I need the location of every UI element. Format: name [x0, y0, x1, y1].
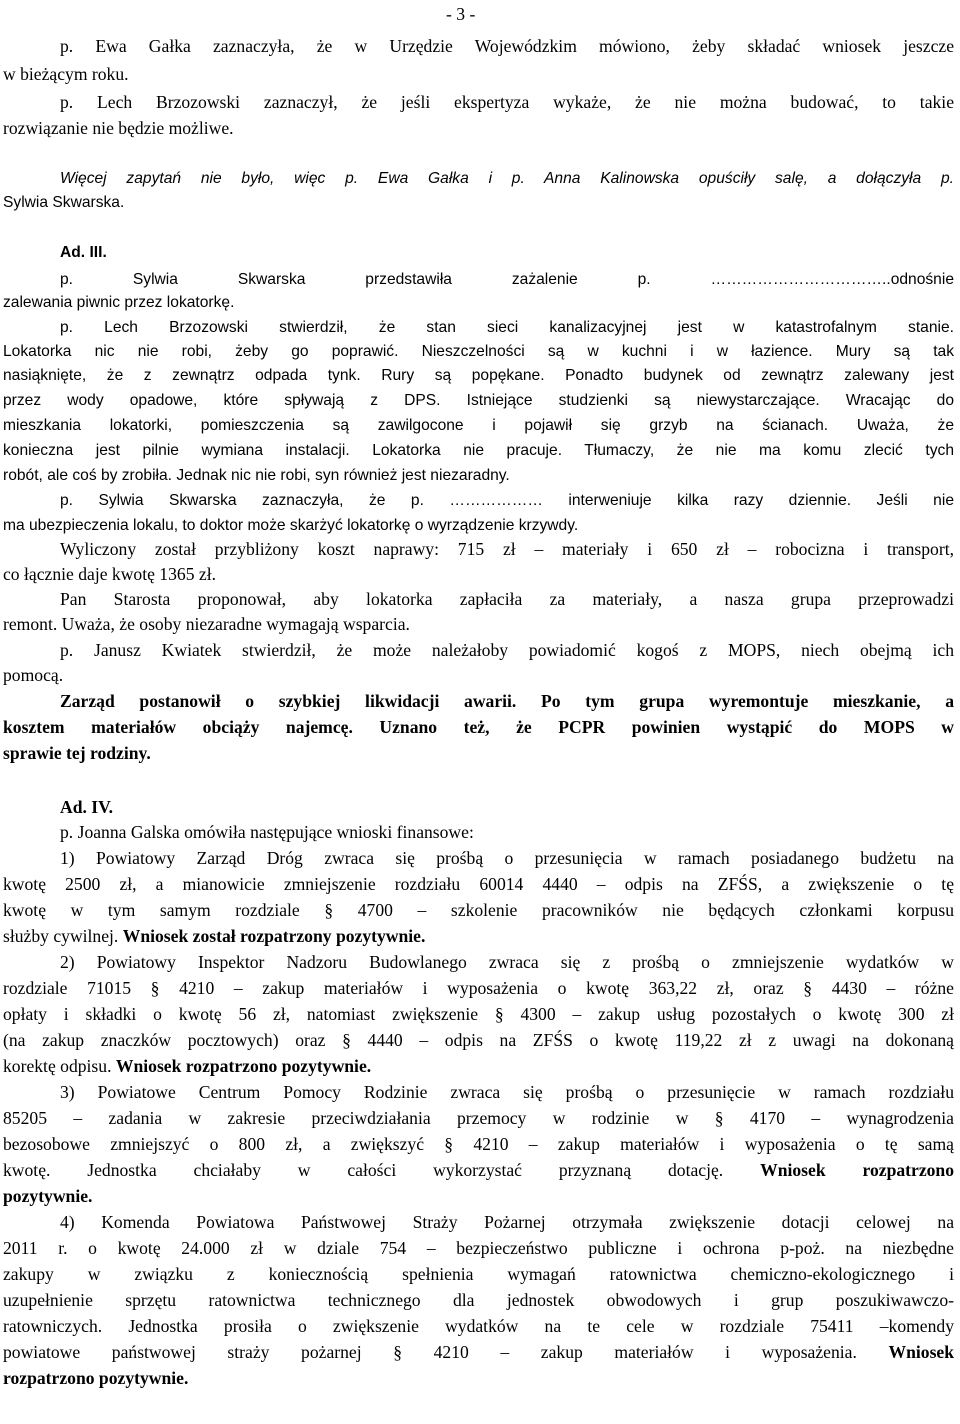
- text-line: opłaty i składki o kwotę 56 zł, natomiast zwiększenie § 4300 – zakup usług pozostałych o kwotę 300 zł: [3, 1004, 954, 1024]
- text-line: robót, ale coś by zrobiła. Jednak nic nie robi, syn również jest niezaradny.: [3, 467, 510, 484]
- text-line: przez wody opadowe, które spływają z DPS. Istniejące studzienki są niewystarczające. Wracając do: [3, 392, 954, 409]
- text-line: Sylwia Skwarska.: [3, 194, 125, 211]
- text-line: 2) Powiatowy Inspektor Nadzoru Budowlanego zwraca się z prośbą o zmniejszenie wydatków w: [60, 952, 954, 972]
- section-heading-ad-iii: Ad. III.: [60, 244, 107, 261]
- decision-line: kosztem materiałów obciąży najemcę. Uznano też, że PCPR powinien wystąpić do MOPS w: [3, 717, 954, 737]
- text-line: [3, 1158, 954, 1182]
- decision-span: Wniosek: [888, 1342, 954, 1362]
- text-line: p. Lech Brzozowski zaznaczył, że jeśli ekspertyza wykaże, że nie można budować, to takie: [60, 92, 954, 112]
- decision-line: sprawie tej rodziny.: [3, 743, 151, 763]
- text-line: nasiąknięte, że z zewnątrz odpada tynk. Rury są popękane. Ponadto budynek od zewnątrz zalewany jest: [3, 367, 954, 384]
- text-line: 2011 r. o kwotę 24.000 zł w dziale 754 – bezpieczeństwo publiczne i ochrona p-poż. na niezbędne: [3, 1238, 954, 1258]
- text-line: Lokatorka nic nie robi, żeby go poprawić. Nieszczelności są w kuchni i w łazience. Mury są tak: [3, 343, 954, 360]
- text-line: [3, 924, 954, 948]
- decision-line: Zarząd postanowił o szybkiej likwidacji awarii. Po tym grupa wyremontuje mieszkanie, a: [60, 691, 954, 711]
- text-line: [3, 1340, 954, 1364]
- text-span: korektę odpisu.: [3, 1056, 112, 1076]
- section-heading-ad-iv: Ad. IV.: [60, 797, 113, 817]
- text-line: kwotę 2500 zł, a mianowicie zmniejszenie rozdziału 60014 4440 – odpis na ZFŚS, a zwiększenie o tę: [3, 874, 954, 894]
- text-line: mieszkania lokatorki, pomieszczenia są zawilgocone i pojawił się grzyb na ścianach. Uważa, że: [3, 417, 954, 434]
- text-line: pomocą.: [3, 665, 64, 685]
- text-line: (na zakup znaczków pocztowych) oraz § 4440 – odpis na ZFŚS o kwotę 119,22 zł z uwagi na dokonaną: [3, 1030, 954, 1050]
- text-span: powiatowe państwowej straży pożarnej § 4210 – zakup materiałów i wyposażenia.: [3, 1342, 857, 1362]
- text-line: kwotę w tym samym rozdziale § 4700 – szkolenie pracowników nie będących członkami korpusu: [3, 900, 954, 920]
- decision-span: Wniosek został rozpatrzony pozytywnie.: [122, 926, 426, 946]
- text-line: p. Sylwia Skwarska przedstawiła zażalenie p. ……………………………..odnośnie: [60, 271, 954, 288]
- decision-line: pozytywnie.: [3, 1186, 93, 1206]
- text-line: 85205 – zadania w zakresie przeciwdziałania przemocy w rodzinie w § 4170 – wynagrodzenia: [3, 1108, 954, 1128]
- text-span: kwotę. Jednostka chciałaby w całości wykorzystać przyznaną dotację.: [3, 1160, 724, 1180]
- text-line: rozwiązanie nie będzie możliwe.: [3, 118, 234, 138]
- text-line: bezosobowe zmniejszyć o 800 zł, a zwiększyć § 4210 – zakup materiałów i wyposażenia o tę samą: [3, 1134, 954, 1154]
- text-line: w bieżącym roku.: [3, 64, 129, 84]
- text-line: remont. Uważa, że osoby niezaradne wymagają wsparcia.: [3, 614, 410, 634]
- text-line: rozdziale 71015 § 4210 – zakup materiałów i wyposażenia o kwotę 363,22 zł, oraz § 4430 – różne: [3, 978, 954, 998]
- text-line: [3, 1054, 954, 1078]
- text-line: p. Joanna Galska omówiła następujące wnioski finansowe:: [60, 822, 474, 842]
- text-line: p. Lech Brzozowski stwierdził, że stan sieci kanalizacyjnej jest w katastrofalnym stanie.: [60, 319, 954, 336]
- decision-span: Wniosek rozpatrzono: [760, 1160, 954, 1180]
- text-line: co łącznie daje kwotę 1365 zł.: [3, 564, 216, 584]
- page-number: - 3 -: [446, 4, 476, 24]
- text-line: 3) Powiatowe Centrum Pomocy Rodzinie zwraca się prośbą o przesunięcie w ramach rozdziału: [60, 1082, 954, 1102]
- text-line: Pan Starosta proponował, aby lokatorka zapłaciła za materiały, a nasza grupa przeprowadzi: [60, 589, 954, 609]
- text-line: uzupełnienie sprzętu ratownictwa technicznego dla jednostek obwodowych i grup poszukiwawczo-: [3, 1290, 954, 1310]
- text-span: służby cywilnej.: [3, 926, 119, 946]
- text-line: 1) Powiatowy Zarząd Dróg zwraca się prośbą o przesunięcia w ramach posiadanego budżetu na: [60, 848, 954, 868]
- text-line: zalewania piwnic przez lokatorkę.: [3, 294, 235, 311]
- text-line: p. Ewa Gałka zaznaczyła, że w Urzędzie Wojewódzkim mówiono, żeby składać wniosek jeszcze: [60, 36, 954, 56]
- text-line: p. Janusz Kwiatek stwierdził, że może należałoby powiadomić kogoś z MOPS, niech obejmą ich: [60, 640, 954, 660]
- text-line: konieczna jest pilnie wymiana instalacji. Lokatorka nie pracuje. Tłumaczy, że nie ma komu zlecić tych: [3, 442, 954, 459]
- text-line: ratowniczych. Jednostka prosiła o zwiększenie wydatków na te cele w rozdziale 75411 –komendy: [3, 1316, 954, 1336]
- decision-line: rozpatrzono pozytywnie.: [3, 1368, 189, 1388]
- decision-span: Wniosek rozpatrzono pozytywnie.: [115, 1056, 372, 1076]
- text-line: Wyliczony został przybliżony koszt naprawy: 715 zł – materiały i 650 zł – robocizna i transport,: [60, 539, 954, 559]
- text-line: 4) Komenda Powiatowa Państwowej Straży Pożarnej otrzymała zwiększenie dotacji celowej na: [60, 1212, 954, 1232]
- text-line: ma ubezpieczenia lokalu, to doktor może skarżyć lokatorkę o wyrządzenie krzywdy.: [3, 517, 579, 534]
- text-line: p. Sylwia Skwarska zaznaczyła, że p. ……………… interweniuje kilka razy dziennie. Jeśli nie: [60, 492, 954, 509]
- text-line-italic: Więcej zapytań nie było, więc p. Ewa Gałka i p. Anna Kalinowska opuściły salę, a dołączyła p.: [60, 170, 954, 187]
- text-line: zakupy w związku z koniecznością spełnienia wymagań ratownictwa chemiczno-ekologicznego i: [3, 1264, 954, 1284]
